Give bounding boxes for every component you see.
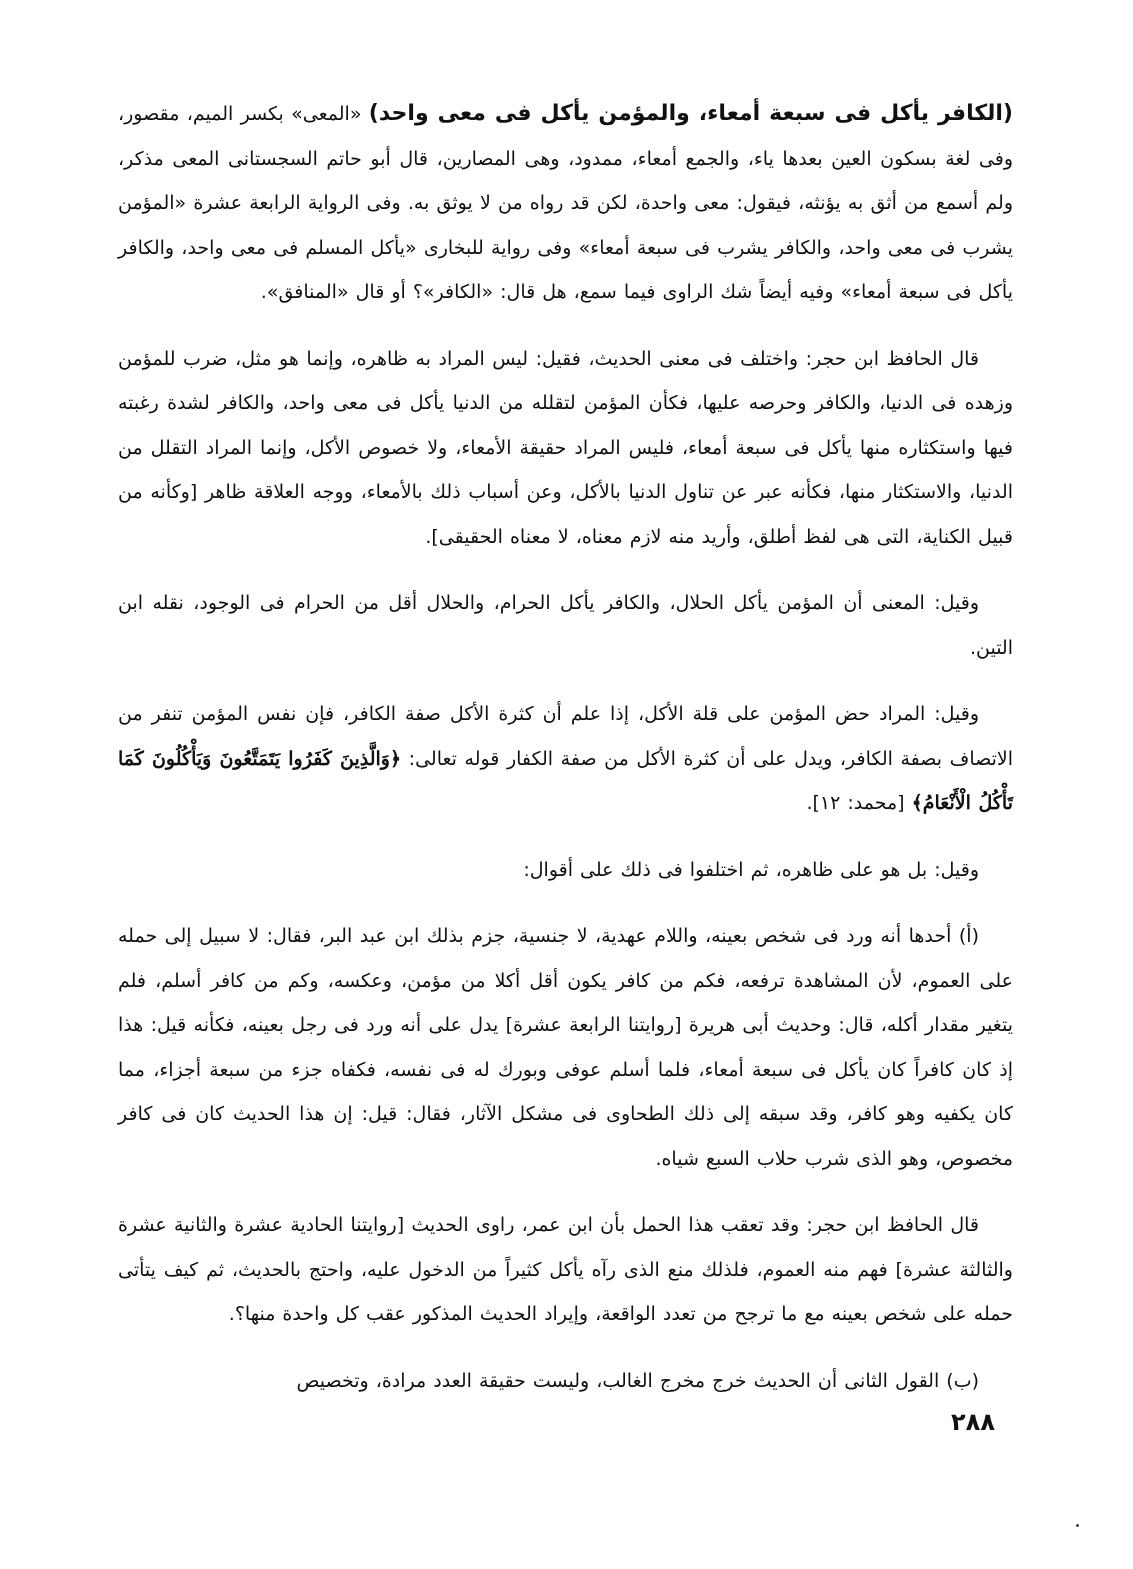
paragraph-5: وقيل: بل هو على ظاهره، ثم اختلفوا فى ذلك على أقوال: [523,858,979,881]
paragraph-4 [118,692,1013,826]
hadith-heading: (الكافر يأكل فى سبعة أمعاء، والمؤمن يأكل فى معى واحد) [368,101,1013,126]
paragraph-8: (ب) القول الثانى أن الحديث خرج مخرج الغالب، وليست حقيقة العدد مرادة، وتخصيص [296,1369,979,1392]
paragraph-7: قال الحافظ ابن حجر: وقد تعقب هذا الحمل بأن ابن عمر، راوى الحديث [روايتنا الحادية عشرة والثانية عشرة والثالثة عشرة] فهم منه العموم، فلذلك منع الذى رآه يأكل كثيراً من الدخول عليه، واحتج بالحديث، ثم كيف يتأتى حمله على شخص بعينه مع ما ترجح من تعدد الواقعة، وإيراد الحديث المذكور عقب كل واحدة منها؟. [118,1214,1013,1325]
paragraph-3: وقيل: المعنى أن المؤمن يأكل الحلال، والكافر يأكل الحرام، والحلال أقل من الحرام فى الوجود، نقله ابن التين. [118,592,1013,659]
paragraph-4-text: وقيل: المراد حض المؤمن على قلة الأكل، إذا علم أن كثرة الأكل صفة الكافر، فإن نفس المؤمن تنفر من الاتصاف بصفة الكافر، ويدل على أن كثرة الأكل من صفة الكفار قوله تعالى: [118,703,1013,770]
paragraph-6: (أ) أحدها أنه ورد فى شخص بعينه، واللام عهدية، لا جنسية، جزم بذلك ابن عبد البر، فقال: لا سبيل إلى حمله على العموم، لأن المشاهدة ترفعه، فكم من كافر يكون أقل أكلا من مؤمن، وعكسه، وكم من كافر أسلم، فلم يتغير مقدار أكله، قال: وحديث أبى هريرة [روايتنا الرابعة عشرة] يدل على أنه ورد فى رجل بعينه، فكأنه قيل: هذا إذ كان كافراً كان يأكل فى سبعة أمعاء، فلما أسلم عوفى وبورك له فى نفسه، فكفاه جزء من سبعة أجزاء، مما كان يكفيه وهو كافر، وقد سبقه إلى ذلك الطحاوى فى مشكل الآثار، فقال: قيل: إن هذا الحديث كان فى كافر مخصوص، وهو الذى شرب حلاب السبع شياه. [118,925,1013,1170]
paragraph-1 [118,92,1013,315]
paragraph-1-text: «المعى» بكسر الميم، مقصور، وفى لغة بسكون العين بعدها ياء، والجمع أمعاء، ممدود، وهى المصارين، قال أبو حاتم السجستانى المعى مذكر، ولم أسمع من أثق به يؤنثه، فيقول: معى واحدة، لكن قد رواه من لا يوثق به. وفى الرواية الرابعة عشرة «المؤمن يشرب فى معى واحد، والكافر يشرب فى سبعة أمعاء» وفى رواية للبخارى «يأكل المسلم فى معى واحد، والكافر يأكل فى سبعة أمعاء» وفيه أيضاً شك الراوى فيما سمع، هل قال: «الكافر»؟ أو قال «المنافق». [118,103,1013,303]
page-number: ٢٨٨ [951,1408,995,1436]
quran-verse: ﴿وَالَّذِينَ كَفَرُوا يَتَمَتَّعُونَ وَيَأْكُلُونَ كَمَا تَأْكُلُ الْأَنْعَامُ﴾ [118,747,1013,814]
page-body [118,92,1013,1425]
scan-dot [1076,1524,1079,1527]
verse-reference: [محمد: ١٢]. [806,792,912,814]
paragraph-2: قال الحافظ ابن حجر: واختلف فى معنى الحديث، فقيل: ليس المراد به ظاهره، وإنما هو مثل، ضرب للمؤمن وزهده فى الدنيا، والكافر وحرصه عليها، فكأن المؤمن لتقلله من الدنيا يأكل فى معى واحد، والكافر لشدة رغبته فيها واستكثاره منها يأكل فى سبعة أمعاء، فليس المراد حقيقة الأمعاء، ولا خصوص الأكل، وإنما المراد التقلل من الدنيا، والاستكثار منها، فكأنه عبر عن تناول الدنيا بالأكل، وعن أسباب ذلك بالأمعاء، ووجه العلاقة ظاهر [وكأنه من قبيل الكناية، التى هى لفظ أطلق، وأريد منه لازم معناه، لا معناه الحقيقى]. [118,347,1013,548]
